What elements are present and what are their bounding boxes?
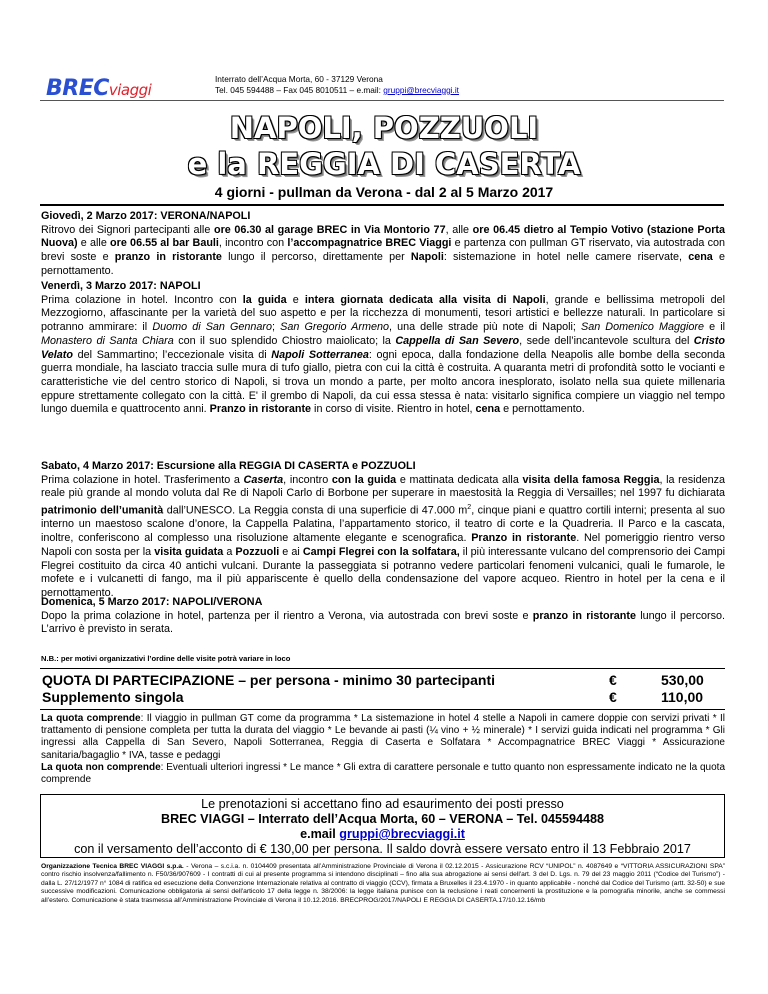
day-text-segment: ore 06.55 al bar Bauli [110,237,219,250]
legal-text: - Verona – s.c.i.a. n. 0104409 presentata all’Amministrazione Provinciale di Verona il 02.12.2015 - Assicurazione RCV “UNIPOL” n. 4087649 e “VITTORIA ASSICURAZIONI SPA” contro rischio insolvenza/fallimento n. F50/36/907609 - I contratti di cui al presente programma si intendono disciplinati – fino alla sua abrogazione ai sensi dell'art. 3 del D. Lgs. n. 79 del 23 maggio 2011 (“Codice del Turismo”) - dalla L. 27/12/1977 n° 1084 di ratifica ed esecuzione della Convenzione Internazionale relativa al contratto di viaggio (CCV), firmata a Bruxelles il 23.4.1970 - in quanto applicabile - nonché dal Codice del Turismo (artt. 32-50) e sue successive modificazioni. Comunicazione obbligatoria ai sensi dell'articolo 17 della legge n. 38/2006: la legge italiana punisce con la reclusione i reati concernenti la prostituzione e la pornografia minorile, anche se commessi all’estero. Comunicazione è stata trasmessa all’Amministrazione Provinciale di Verona il 10.12.2016. BRECPROG/2017/NAPOLI E REGGIA DI CASERTA.17/10.12.16/mb [41,863,725,904]
price-row-label: QUOTA DI PARTECIPAZIONE – per persona - minimo 30 partecipanti [42,672,495,688]
day-text-segment: patrimonio dell’umanità [41,504,164,517]
day-text-segment: Campi Flegrei con la solfatara, [302,545,460,558]
logo-text [46,76,153,100]
day-text-segment: Cristo Velato [41,334,725,361]
day-section-3 [41,460,725,601]
day-text-segment: , incontro con [218,237,288,250]
day-text-segment: Napoli Sotterranea [271,348,369,361]
day-text-segment: e mattinata dedicata alla [396,473,523,486]
day-text-segment: Monastero di Santa Chiara [41,334,174,347]
booking-box [40,794,725,858]
day-text-segment: e ai [279,545,303,558]
day-text-segment: e alle [77,237,111,250]
excludes-label: La quota non comprende [41,761,161,773]
price-row-amount: 530,00 [661,672,704,688]
day-text-segment: cena [475,403,501,416]
day-text-segment: pranzo in ristorante [532,609,637,622]
inclusions [41,713,725,786]
day-text [41,294,725,417]
day-text-segment: San Domenico Maggiore [581,321,705,334]
day-text [41,610,725,637]
day-text-segment: la guida [242,293,287,306]
day-text-segment: e pernottamento. [41,251,725,277]
day-text-segment: ore 06.30 al garage BREC in Via Montorio 77 [213,223,446,236]
excludes-paragraph [41,762,725,786]
logo-brec: BREC [46,76,109,100]
day-text-segment: visita guidata [154,545,224,558]
day-text-segment: , incontro [283,473,332,486]
day-heading: Giovedì, 2 Marzo 2017: VERONA/NAPOLI [41,210,251,222]
header-divider [40,100,724,101]
page-title-line1: NAPOLI, POZZUOLI [229,111,539,145]
legal-footer [41,863,725,905]
day-text-segment: Prima colazione in hotel. Trasferimento a [41,473,244,486]
header-email-link[interactable]: gruppi@brecviaggi.it [383,85,459,95]
day-text-segment: : ogni epoca, dalla fondazione della Neapolis alle bombe della seconda guerra mondiale, ha lasciato traccia sulle mura di tufo giallo, pietra con cui la città è costruita. A quaranta metri di profondità sotto le vocianti e caratteristiche vie del centro storico di Napoli, si trova un mondo a parte, per molto ancora inesplorato, isolato nella sua quiete millenaria eppure strettamente collegato con la città. E' il grembo di Napoli, da cui essa stessa è nata: visitarlo significa compiere un viaggio nel tempo lungo duemila e quattrocento anni. [41,348,726,416]
day-text-segment: Prima colazione in hotel. Incontro con [41,293,243,306]
day-text-segment: Pranzo in ristorante [471,532,577,545]
includes-label: La quota comprende [41,713,141,724]
price-row-currency: € [609,689,617,705]
day-text-segment: Napoli [410,251,444,264]
day-text-segment: Duomo di San Gennaro [152,321,273,334]
title-divider [40,204,724,206]
day-text-segment: l’accompagnatrice BREC Viaggi [287,237,452,250]
day-text-segment: visita della famosa Reggia [522,473,660,486]
day-text-segment: ; [272,321,281,334]
day-text-segment: . Nel pomeriggio rientro verso Napoli con sosta per la [41,532,726,558]
day-text-segment: dall’UNESCO. La Reggia consta di una superficie di 47.000 m [163,504,468,517]
day-text-segment: , alle [445,223,473,236]
day-text-segment: ore 06.45 dietro al Tempio Votivo (stazione Porta Nuova) [41,223,725,250]
nb-note: N.B.: per motivi organizzativi l’ordine delle visite potrà variare in loco [41,654,291,663]
day-section-2 [41,280,725,417]
day-text-segment: e il [704,321,726,334]
day-text-segment: , sede dell’incantevole scultura del [519,334,694,347]
day-text-segment: Ritrovo dei Signori partecipanti alle [41,223,214,236]
day-section-4 [41,596,725,637]
price-row-label: Supplemento singola [42,689,184,705]
day-text-segment: Caserta [243,473,284,486]
header-contact-info [215,74,459,96]
booking-email-link[interactable]: gruppi@brecviaggi.it [339,827,465,841]
day-text-segment: Pozzuoli [235,545,280,558]
page-title-line2: e la REGGIA DI CASERTA [187,147,581,181]
day-section-1 [41,210,725,279]
legal-company: Organizzazione Tecnica BREC VIAGGI s.p.a. [41,863,184,870]
booking-agency: BREC VIAGGI – Interrato dell’Acqua Morta, 60 – VERONA – Tel. 045594488 [160,812,605,826]
brec-viaggi-logo [46,74,196,100]
day-text-segment: San Gregorio Armeno [280,321,389,334]
header-address: Interrato dell’Acqua Morta, 60 - 37129 Verona [215,74,383,84]
booking-line1: Le prenotazioni si accettano fino ad esaurimento dei posti presso [201,797,564,811]
day-text-segment: intera giornata dedicata alla visita di Napoli [304,293,546,306]
day-text-segment: , cinque piani e quattro cortili interni; presenta al suo interno un maestoso scalone d’onore, la Cappella Palatina, l’appartamento storico, il teatro di corte e la Quadreria. Il Parco e la cascata, inoltre, conferiscono al complesso una risoluzione altamente elegante e scenografica. [41,504,725,545]
day-text-segment: lungo il percorso, direttamente per [221,251,411,264]
day-text-segment: e partenza con pullman GT riservato, via autostrada con brevi soste e [41,237,725,264]
price-row-amount: 110,00 [661,689,704,705]
page-subtitle: 4 giorni - pullman da Verona - dal 2 al 5 Marzo 2017 [214,184,554,200]
day-text-segment: lungo il percorso. L’arrivo è previsto in serata. [41,609,725,636]
day-text-segment: , la residenza reale più grande al mondo voluta dal Re di Napoli Carlo di Borbone per superare in maestosità la Reggia di Versailles; nel 1997 fu dichiarata [41,473,725,500]
booking-email: e.mail gruppi@brecviaggi.it [300,827,465,841]
price-table [40,668,725,710]
day-heading: Venerdì, 3 Marzo 2017: NAPOLI [41,280,201,292]
day-heading: Sabato, 4 Marzo 2017: Escursione alla REGGIA DI CASERTA e POZZUOLI [41,460,416,472]
day-text-segment: pranzo in ristorante [114,251,222,264]
day-text-segment: con la guida [331,473,397,486]
day-text-segment: , grande e bellissima metropoli del Mezzogiorno, affascinante per la varietà del suo aspetto e per la ricchezza di monumenti, tesori artistici e bellezze naturali. In particolare si potranno ammirare: il [41,293,725,334]
day-text-segment: : sistemazione in hotel nelle camere riservate, [443,251,689,264]
day-text [41,474,725,601]
day-text-segment: e pernottamento. [500,403,585,416]
day-heading: Domenica, 5 Marzo 2017: NAPOLI/VERONA [41,596,263,608]
price-row-currency: € [609,672,617,688]
day-text-segment: del Sammartino; l’eccezionale visita di [73,348,272,361]
day-text-segment: , una delle strade più note di Napoli; [388,321,581,334]
day-text-segment: Pranzo in ristorante [209,403,312,416]
logo-viaggi: viaggi [108,81,152,99]
includes-paragraph [41,713,725,762]
day-text-segment: in corso di visite. Rientro in hotel, [311,403,476,416]
booking-deposit: con il versamento dell’acconto di € 130,00 per persona. Il saldo dovrà essere versato entro il 13 Febbraio 2017 [74,842,691,856]
day-text-segment: il più interessante vulcano del comprensorio dei Campi Flegrei costituito da circa 40 antichi vulcani. Durante la passeggiata si potranno vedere particolari fenomeni vulcanici, quali le fumarole, le mofete e i vulcanetti di fango, ma il più appariscente è quello della condensazione del vapore acqueo. Rientro in hotel per la cena e il pernottamento. [41,545,725,599]
header-contacts: Tel. 045 594488 – Fax 045 8010511 – e.mail: gruppi@brecviaggi.it [215,85,459,95]
day-text-segment: con il suo splendido Chiostro maiolicato; la [173,334,396,347]
day-text-segment: a [223,545,236,558]
includes-text: : Il viaggio in pullman GT come da programma * La sistemazione in hotel 4 stelle a Napoli in camere doppie con servizi privati * Il trattamento di pensione completa per tutta la durata del viaggio * Le bevande ai pasti (¼ vino + ½ minerale) * I servizi guida indicati nel programma * Gli ingressi alla Cappella di San Severo, Napoli Sotterranea, Reggia di Caserta e Solfatara * Accompagnatrice BREC Viaggi * Assicurazione sanitaria/bagaglio * IVA, tasse e pedaggi [41,713,725,761]
day-text-segment: cena [688,251,713,264]
day-text-segment: e [286,293,305,306]
day-text-segment: Dopo la prima colazione in hotel, partenza per il rientro a Verona, via autostrada con brevi soste e [41,609,533,622]
day-text-segment: 2 [467,504,472,512]
day-text [41,224,725,279]
day-text-segment: Cappella di San Severo [395,334,520,347]
excludes-text: : Eventuali ulteriori ingressi * Le mance * Gli extra di carattere personale e tutto quanto non espressamente indicato ne la quota comprende [41,761,726,786]
